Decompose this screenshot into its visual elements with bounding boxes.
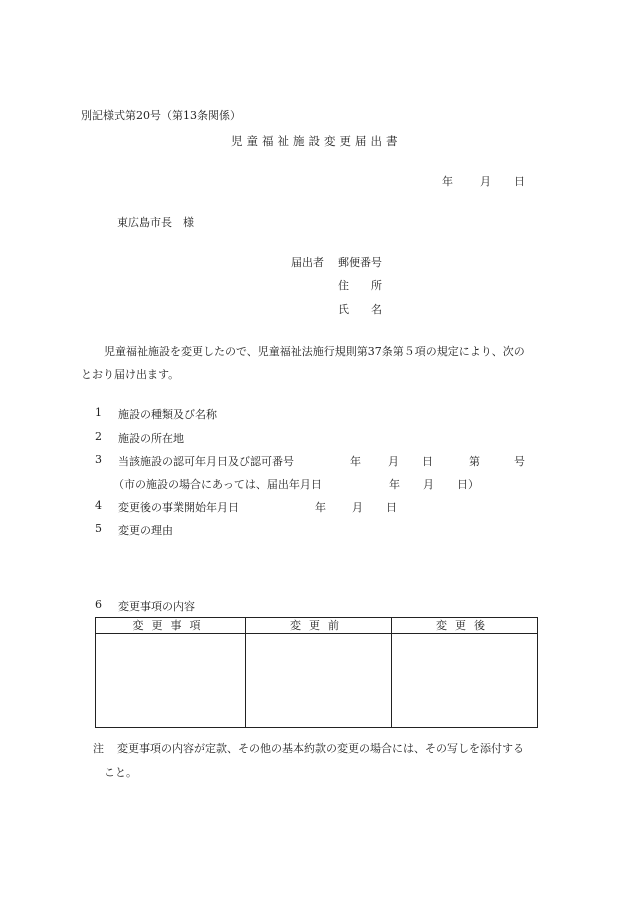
item-sub-year-label: 年 <box>389 478 400 491</box>
page-title: 児童福祉施設変更届出書 <box>231 134 402 148</box>
note-line-1: 変更事項の内容が定款、その他の基本約款の変更の場合には、その写しを添付する <box>117 742 524 755</box>
intro-line-2: とおり届け出ます。 <box>81 368 180 381</box>
column-header-after: 変更後 <box>392 618 538 634</box>
item-number: 3 <box>95 453 102 466</box>
item-go-label: 号 <box>514 455 525 468</box>
notifier-address: 住 所 <box>338 279 382 292</box>
table-cell-before <box>246 634 392 728</box>
item-year-label: 年 <box>315 501 326 514</box>
item-sub-day-label: 日） <box>457 478 479 491</box>
item-sub-month-label: 月 <box>423 478 434 491</box>
notifier-postal-code: 郵便番号 <box>338 256 382 269</box>
table-row <box>96 634 538 728</box>
item-number: 6 <box>95 598 102 611</box>
date-year-label: 年 <box>442 175 453 188</box>
item-text: 変更後の事業開始年月日 <box>118 501 239 514</box>
item-number: 5 <box>95 522 102 535</box>
item-month-label: 月 <box>388 455 399 468</box>
intro-line-1: 児童福祉施設を変更したので、児童福祉法施行規則第37条第５項の規定により、次の <box>104 345 525 358</box>
item-text: 変更事項の内容 <box>118 600 195 613</box>
item-day-label: 日 <box>386 501 397 514</box>
item-text: 施設の種類及び名称 <box>118 408 217 421</box>
table-cell-after <box>392 634 538 728</box>
column-header-before: 変更前 <box>246 618 392 634</box>
item-number: 1 <box>95 406 102 419</box>
column-header-item: 変更事項 <box>96 618 246 634</box>
item-number: 4 <box>95 499 102 512</box>
item-text: 施設の所在地 <box>118 432 184 445</box>
item-text: 変更の理由 <box>118 524 173 537</box>
date-day-label: 日 <box>514 175 525 188</box>
notifier-label: 届出者 <box>291 256 324 269</box>
addressee: 東広島市長 様 <box>117 216 194 229</box>
item-sub-text: （市の施設の場合にあっては、届出年月日 <box>113 478 322 491</box>
item-day-label: 日 <box>422 455 433 468</box>
table-header-row <box>96 618 538 634</box>
item-dai-label: 第 <box>469 455 480 468</box>
date-month-label: 月 <box>480 175 491 188</box>
item-year-label: 年 <box>350 455 361 468</box>
item-month-label: 月 <box>352 501 363 514</box>
note-line-2: こと。 <box>104 766 137 779</box>
form-label: 別記様式第20号（第13条関係） <box>81 109 241 122</box>
item-number: 2 <box>95 430 102 443</box>
table-cell-item <box>96 634 246 728</box>
item-text: 当該施設の認可年月日及び認可番号 <box>118 455 294 468</box>
notifier-name: 氏 名 <box>338 303 382 316</box>
note-label: 注 <box>93 742 104 755</box>
changes-table <box>95 617 538 728</box>
